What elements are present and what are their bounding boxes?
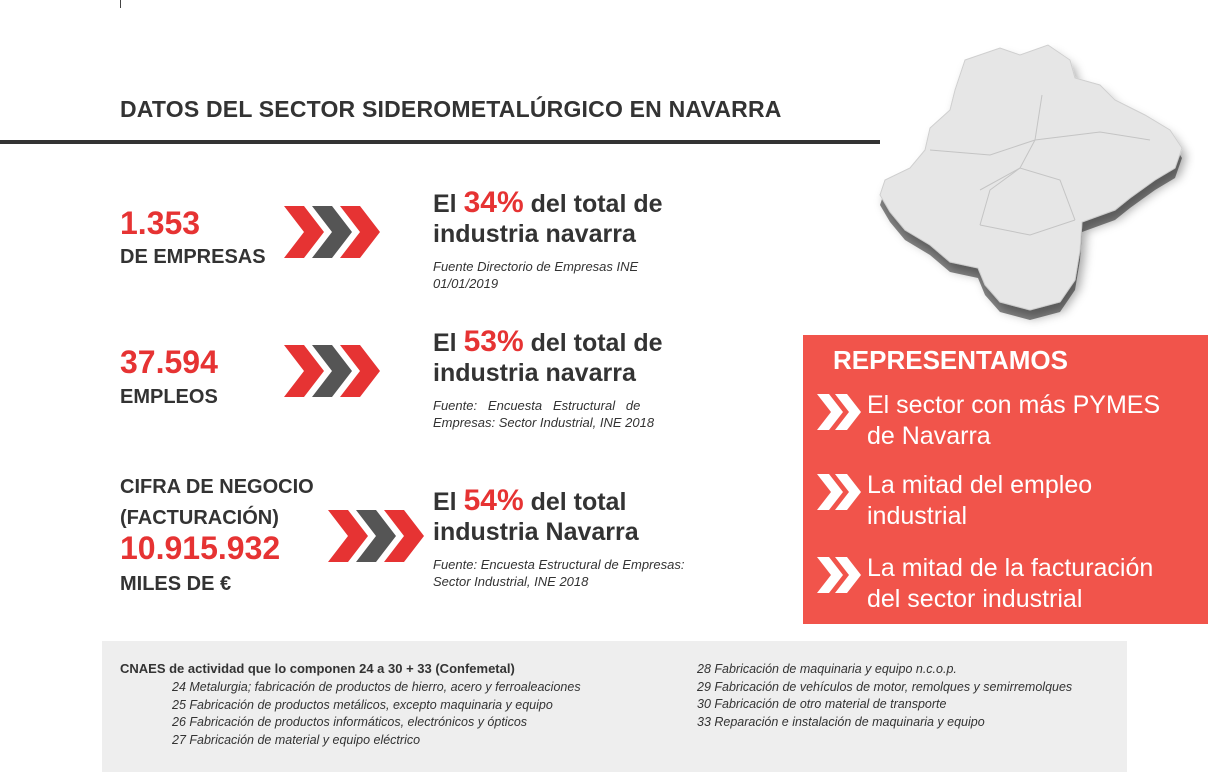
cnae-list-left — [172, 679, 581, 749]
stat-negocio-label-2: (FACTURACIÓN) — [120, 507, 279, 529]
list-item: 26 Fabricación de productos informáticos, electrónicos y ópticos — [172, 715, 528, 729]
navarra-map-icon — [870, 40, 1195, 335]
claim-empresas: El 34% del total de industria navarra — [433, 186, 663, 248]
panel-title: REPRESENTAMOS — [833, 345, 1068, 375]
source-empleos: Fuente: Encuesta Estructural de Empresas: Sector Industrial, INE 2018 — [433, 398, 655, 430]
representamos-panel: REPRESENTAMOS El sector con más PYMES de Navarra La mitad del empleo industrial La mitad de la facturación del sector industrial — [803, 335, 1208, 624]
corner-tick — [120, 0, 121, 8]
list-item: 28 Fabricación de maquinaria y equipo n.c.o.p. — [697, 662, 957, 676]
double-chevron-icon — [815, 472, 863, 512]
page-title: DATOS DEL SECTOR SIDEROMETALÚRGICO EN NAVARRA — [120, 96, 782, 122]
cnae-box — [102, 641, 1127, 772]
claim-negocio: El 54% del total industria Navarra — [433, 484, 639, 546]
triple-chevron-icon — [284, 345, 380, 397]
stat-negocio-label: CIFRA DE NEGOCIO — [120, 476, 314, 498]
stat-empleos-label: EMPLEOS — [120, 386, 218, 408]
double-chevron-icon — [815, 555, 863, 595]
cnae-list-right — [697, 661, 1072, 731]
source-empresas: Fuente Directorio de Empresas INE 01/01/2019 — [433, 259, 639, 291]
stat-empresas-label: DE EMPRESAS — [120, 246, 266, 268]
triple-chevron-icon — [328, 510, 424, 562]
cnae-heading: CNAES de actividad que lo componen 24 a 30 + 33 (Confemetal) — [120, 661, 515, 676]
stat-negocio-value: 10.915.932 — [120, 530, 281, 566]
list-item: 30 Fabricación de otro material de transporte — [697, 697, 947, 711]
stat-empleos-value: 37.594 — [120, 344, 218, 380]
list-item: 33 Reparación e instalación de maquinaria y equipo — [697, 714, 985, 729]
title-rule — [0, 140, 880, 144]
list-item: 29 Fabricación de vehículos de motor, remolques y semirremolques — [697, 679, 1073, 694]
claim-empleos: El 53% del total de industria navarra — [433, 325, 663, 387]
triple-chevron-icon — [284, 206, 380, 258]
source-negocio: Fuente: Encuesta Estructural de Empresas: Sector Industrial, INE 2018 — [433, 557, 685, 589]
list-item: 24 Metalurgia; fabricación de productos de hierro, acero y ferroaleaciones — [172, 680, 581, 694]
double-chevron-icon — [815, 392, 863, 432]
stat-empresas-value: 1.353 — [120, 205, 201, 241]
list-item: 27 Fabricación de material y equipo eléctrico — [172, 732, 421, 747]
stat-negocio-unit: MILES DE € — [120, 573, 232, 595]
list-item: 25 Fabricación de productos metálicos, excepto maquinaria y equipo — [172, 697, 553, 712]
